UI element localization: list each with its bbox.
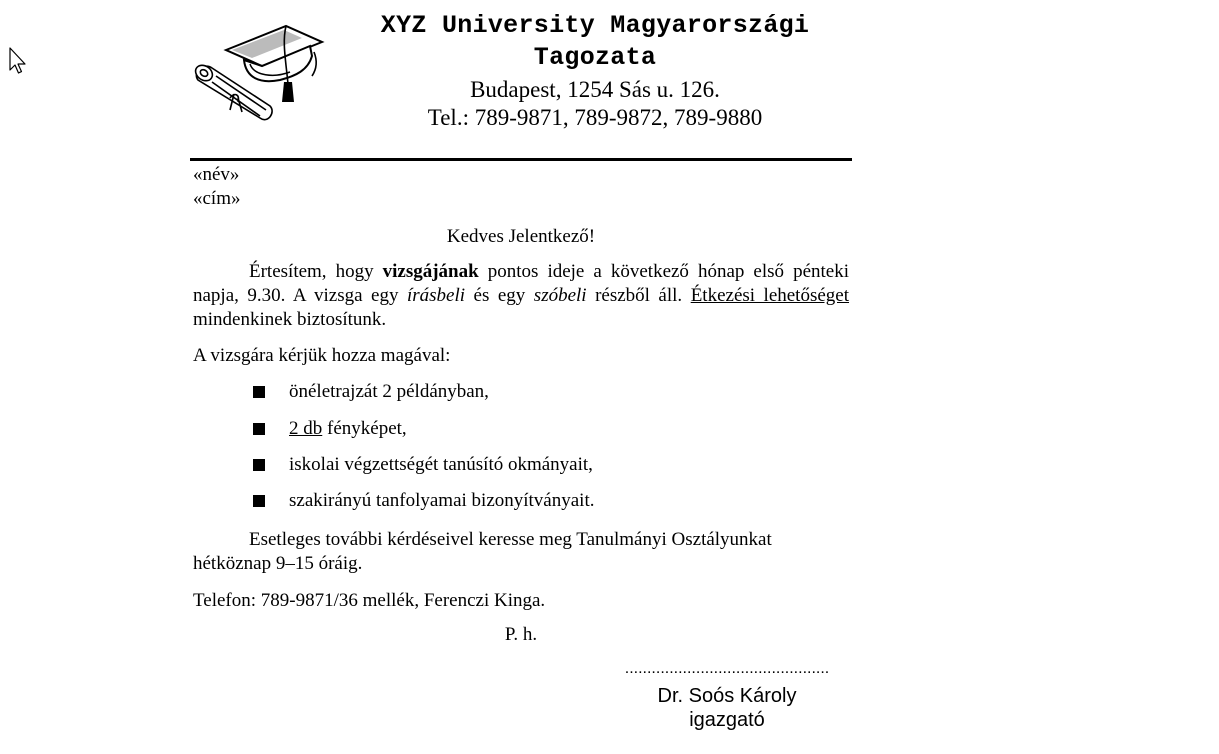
exam-italic-oral: szóbeli [533,285,587,306]
exam-text-3: és egy [465,285,534,306]
recipient-name-field: «név» [193,164,240,185]
list-item-rest: fényképet, [322,418,407,439]
exam-text-4: részből áll. [586,285,691,306]
mouse-cursor-icon [8,46,28,76]
list-item: szakirányú tanfolyamai bizonyítványait. [289,490,595,511]
university-address: Budapest, 1254 Sás u. 126. [470,77,720,102]
exam-bold: vizsgájának [382,261,479,282]
list-item: önéletrajzát 2 példányban, [289,381,489,402]
exam-text-1: Értesítem, hogy [249,261,383,282]
university-name-line1: XYZ University Magyarországi [380,11,810,40]
bring-intro: A vizsgára kérjük hozza magával: [193,345,451,366]
graduation-cap-diploma-icon [190,22,328,130]
greeting: Kedves Jelentkező! [446,226,596,247]
bullet-icon [253,495,265,507]
university-name [338,10,852,74]
stamp-place: P. h. [504,624,538,645]
bullet-icon [253,423,265,435]
university-phone: Tel.: 789-9871, 789-9872, 789-9880 [427,105,763,130]
list-item-underlined: 2 db [289,418,323,439]
closing-paragraph: Esetleges további kérdéseivel keresse meg Tanulmányi Osztályunkat hétköznap 9–15 óráig. [193,529,772,574]
header-divider [190,158,852,161]
contact-line: Telefon: 789-9871/36 mellék, Ferenczi Kinga. [193,590,546,611]
list-item: iskolai végzettségét tanúsító okmányait, [289,454,593,475]
signatory-title: igazgató [689,709,765,731]
list-item [289,418,407,440]
catering-underlined: Étkezési lehetőséget [690,285,850,306]
university-name-line2: Tagozata [533,43,657,72]
exam-italic-written: írásbeli [406,285,466,306]
signatory-name: Dr. Soós Károly [657,685,797,707]
recipient-address-field: «cím» [193,188,241,209]
exam-info-paragraph [193,260,849,332]
exam-text-2: pontos ideje a következő hónap első pénteki napja, 9.30. A vizsga egy [193,261,849,306]
bullet-icon [253,386,265,398]
bullet-icon [253,459,265,471]
signature-line: .............................................. [624,660,830,677]
exam-text-5: mindenkinek biztosítunk. [193,309,387,330]
